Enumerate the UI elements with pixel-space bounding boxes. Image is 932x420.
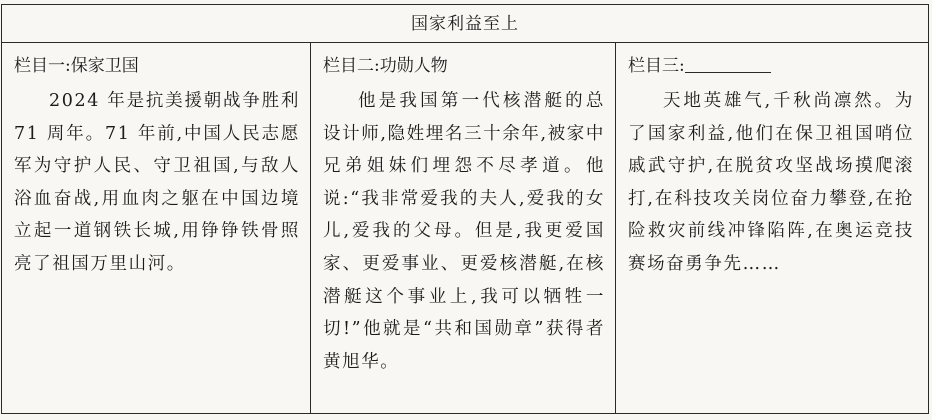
content-table: [1, 4, 929, 414]
column-3-header-row: [628, 53, 918, 81]
column-1-header: 栏目一:保家卫国: [14, 56, 139, 76]
table-title: 国家利益至上: [2, 5, 928, 43]
column-3-header: 栏目三:: [628, 56, 685, 76]
column-3: [616, 43, 928, 413]
column-2: [311, 43, 616, 413]
column-2-header: 栏目二:功勋人物: [323, 56, 448, 76]
fill-in-blank[interactable]: [685, 54, 771, 73]
column-2-body: 他是我国第一代核潜艇的总设计师,隐姓埋名三十余年,被家中兄弟姐妹们埋怨不尽孝道。他说:“我非常爱我的夫人,爱我的女儿,爱我的父母。但是,我更爱国家、更爱事业、更爱核潜艇,在核潜艇这个事业上,我可以牺牲一切!”他就是“共和国勋章”获得者黄旭华。: [323, 91, 605, 372]
column-3-body: 天地英雄气,千秋尚凛然。为了国家利益,他们在保卫祖国哨位戚武守护,在脱贫攻坚战场摸爬滚打,在科技攻关岗位奋力攀登,在抢险救灾前线冲锋陷阵,在奥运竞技赛场奋勇争先……: [628, 91, 914, 274]
column-1: [2, 43, 311, 413]
column-1-body: 2024 年是抗美援朝战争胜利 71 周年。71 年前,中国人民志愿军为守护人民、守卫祖国,与敌人浴血奋战,用血肉之躯在中国边境立起一道钢铁长城,用铮铮铁骨照亮了祖国万里山河。: [14, 91, 300, 274]
